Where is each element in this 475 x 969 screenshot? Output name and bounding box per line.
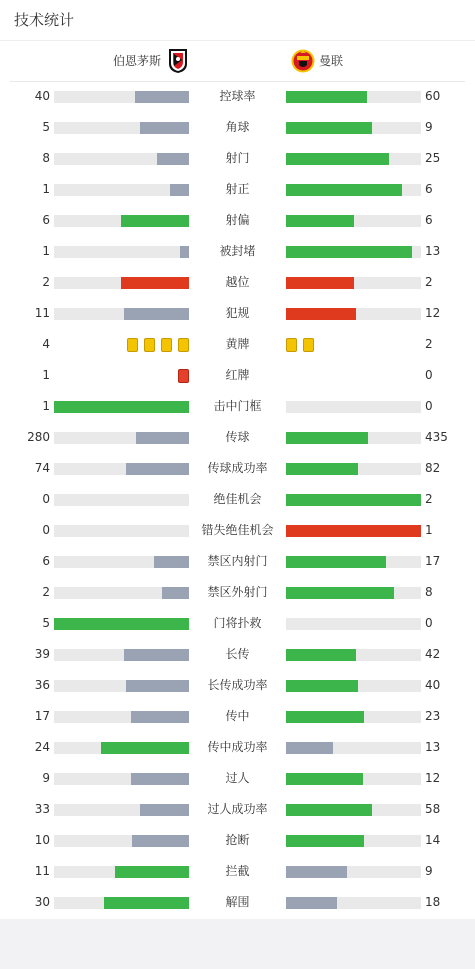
stat-label: 射门 [225, 151, 250, 165]
away-stat-bar [286, 711, 421, 723]
home-stat-value: 11 [34, 306, 50, 320]
home-stat-bar [54, 866, 189, 878]
away-stat-bar [286, 866, 421, 878]
away-stat-value: 435 [425, 430, 448, 444]
away-stat-value: 8 [425, 585, 433, 599]
home-stat-bar [54, 587, 189, 599]
stat-label: 拦截 [225, 864, 250, 878]
away-stat-value: 60 [425, 89, 441, 103]
home-stat-bar-fill [121, 215, 189, 227]
home-stat-bar-fill [132, 835, 189, 847]
page-title: 技术统计 [14, 11, 75, 29]
home-stat-bar-fill [126, 680, 189, 692]
home-stat-bar [54, 277, 189, 289]
home-stat-bar [54, 308, 189, 320]
stat-label: 传球成功率 [207, 461, 268, 475]
home-stat-bar [54, 680, 189, 692]
home-stat-value: 9 [42, 771, 50, 785]
home-stat-bar [54, 525, 189, 537]
stat-row [0, 577, 475, 608]
home-stat-bar-fill [126, 463, 189, 475]
away-stat-value: 2 [425, 492, 433, 506]
home-stat-value: 0 [42, 523, 50, 537]
home-stat-bar [54, 91, 189, 103]
home-stat-bar-fill [104, 897, 189, 909]
home-stat-value: 280 [27, 430, 50, 444]
away-stat-bar-fill [286, 184, 402, 196]
away-stat-bar [286, 804, 421, 816]
stat-label: 传中成功率 [207, 740, 268, 754]
stat-row [0, 422, 475, 453]
stat-row [0, 608, 475, 639]
manchester-united-crest-icon [291, 48, 315, 74]
home-stat-bar [54, 215, 189, 227]
home-stat-value: 10 [34, 833, 50, 847]
home-stat-value: 36 [34, 678, 50, 692]
away-stat-value: 12 [425, 306, 441, 320]
home-stat-bar-fill [135, 91, 189, 103]
home-stat-value: 2 [42, 275, 50, 289]
home-stat-bar [54, 711, 189, 723]
stat-label: 长传成功率 [207, 678, 268, 692]
home-stat-bar [54, 773, 189, 785]
yellow-card-icon [286, 338, 297, 352]
home-stat-value: 74 [34, 461, 50, 475]
stat-label: 过人成功率 [207, 802, 268, 816]
away-stat-bar [286, 680, 421, 692]
away-stat-bar-fill [286, 711, 364, 723]
yellow-card-icon [161, 338, 172, 352]
away-stat-bar [286, 432, 421, 444]
away-stat-bar [286, 153, 421, 165]
away-stat-value: 0 [425, 368, 433, 382]
home-stat-bar-fill [124, 649, 189, 661]
away-stat-bar [286, 91, 421, 103]
away-stat-bar [286, 649, 421, 661]
home-stat-value: 24 [34, 740, 50, 754]
home-stat-bar-fill [140, 122, 189, 134]
away-stat-bar-fill [286, 122, 372, 134]
home-cards [121, 338, 189, 352]
home-stat-bar [54, 463, 189, 475]
stat-label: 黄牌 [225, 337, 250, 351]
away-stat-value: 6 [425, 182, 433, 196]
stat-label: 解围 [225, 895, 250, 909]
away-stat-value: 40 [425, 678, 441, 692]
home-stat-bar-fill [115, 866, 189, 878]
away-stat-bar-fill [286, 897, 337, 909]
away-stat-bar [286, 525, 421, 537]
stat-label: 越位 [225, 275, 250, 289]
stat-row [0, 453, 475, 484]
stat-label: 被封堵 [219, 244, 256, 258]
away-stat-bar-fill [286, 804, 372, 816]
away-stat-bar [286, 184, 421, 196]
home-stat-bar [54, 804, 189, 816]
home-stat-value: 2 [42, 585, 50, 599]
home-stat-value: 40 [34, 89, 50, 103]
away-stat-bar [286, 742, 421, 754]
stat-row [0, 391, 475, 422]
home-cards [172, 369, 189, 383]
away-stat-bar-fill [286, 835, 364, 847]
stat-label: 犯规 [225, 306, 250, 320]
away-stat-bar-fill [286, 463, 358, 475]
stat-row [0, 484, 475, 515]
stat-row [0, 794, 475, 825]
home-stat-bar [54, 897, 189, 909]
stat-row [0, 329, 475, 360]
stat-label: 控球率 [219, 89, 256, 103]
away-stat-bar [286, 215, 421, 227]
home-stat-bar [54, 649, 189, 661]
home-stat-bar-fill [121, 277, 189, 289]
home-stat-bar-fill [54, 618, 189, 630]
stat-label: 角球 [225, 120, 250, 134]
away-stat-value: 1 [425, 523, 433, 537]
home-stat-bar-fill [140, 804, 189, 816]
yellow-card-icon [303, 338, 314, 352]
away-stat-bar [286, 122, 421, 134]
home-stat-value: 1 [42, 368, 50, 382]
home-stat-bar [54, 153, 189, 165]
home-stat-bar [54, 401, 189, 413]
home-stat-bar-fill [154, 556, 189, 568]
stat-row [0, 546, 475, 577]
stat-label: 错失绝佳机会 [201, 523, 274, 537]
away-cards [286, 338, 320, 352]
home-stat-bar-fill [136, 432, 189, 444]
away-stat-bar-fill [286, 215, 354, 227]
away-stat-value: 23 [425, 709, 441, 723]
stat-row [0, 360, 475, 391]
away-stat-bar [286, 835, 421, 847]
home-stat-value: 39 [34, 647, 50, 661]
stat-label: 抢断 [225, 833, 250, 847]
home-stat-bar-fill [131, 773, 189, 785]
home-stat-bar [54, 122, 189, 134]
stat-label: 传中 [225, 709, 250, 723]
home-stat-bar-fill [157, 153, 189, 165]
stat-row [0, 701, 475, 732]
away-stat-bar [286, 277, 421, 289]
home-stat-value: 30 [34, 895, 50, 909]
away-stat-bar-fill [286, 649, 356, 661]
away-stat-bar-fill [286, 494, 421, 506]
stat-row [0, 515, 475, 546]
away-stat-bar [286, 463, 421, 475]
home-stat-value: 17 [34, 709, 50, 723]
away-stat-value: 9 [425, 120, 433, 134]
stat-row [0, 856, 475, 887]
stat-label: 击中门框 [213, 399, 262, 413]
away-stat-bar-fill [286, 556, 386, 568]
stat-label: 传球 [225, 430, 250, 444]
away-stat-bar [286, 308, 421, 320]
home-stat-bar-fill [124, 308, 189, 320]
away-stat-bar-fill [286, 153, 389, 165]
away-team-name: 曼联 [319, 54, 344, 68]
away-stat-bar-fill [286, 773, 363, 785]
away-stat-value: 2 [425, 337, 433, 351]
title-divider [0, 40, 475, 41]
stat-row [0, 298, 475, 329]
away-stat-bar-fill [286, 587, 394, 599]
away-stat-value: 82 [425, 461, 441, 475]
stat-label: 禁区外射门 [207, 585, 268, 599]
stat-label: 过人 [225, 771, 250, 785]
away-stat-bar [286, 246, 421, 258]
away-stat-bar-fill [286, 432, 368, 444]
stat-label: 射偏 [225, 213, 250, 227]
away-stat-value: 9 [425, 864, 433, 878]
home-stat-value: 5 [42, 616, 50, 630]
stat-label: 长传 [225, 647, 250, 661]
home-stat-value: 5 [42, 120, 50, 134]
home-stat-value: 4 [42, 337, 50, 351]
away-stat-value: 0 [425, 399, 433, 413]
stat-label: 射正 [225, 182, 250, 196]
away-stat-bar [286, 401, 421, 413]
home-stat-bar-fill [101, 742, 189, 754]
away-stat-bar [286, 494, 421, 506]
home-stat-bar-fill [170, 184, 189, 196]
away-stat-bar [286, 556, 421, 568]
stat-row [0, 81, 475, 112]
home-stat-bar [54, 494, 189, 506]
red-card-icon [178, 369, 189, 383]
home-stat-bar [54, 556, 189, 568]
away-stat-value: 2 [425, 275, 433, 289]
away-stat-value: 25 [425, 151, 441, 165]
away-stat-bar [286, 897, 421, 909]
home-stat-bar-fill [131, 711, 189, 723]
yellow-card-icon [127, 338, 138, 352]
stat-label: 门将扑救 [213, 616, 262, 630]
away-stat-value: 13 [425, 740, 441, 754]
home-stat-value: 11 [34, 864, 50, 878]
stat-row [0, 112, 475, 143]
home-stat-value: 8 [42, 151, 50, 165]
home-stat-bar [54, 184, 189, 196]
away-stat-bar-fill [286, 742, 333, 754]
home-stat-value: 1 [42, 182, 50, 196]
away-stat-bar-fill [286, 525, 421, 537]
away-stat-bar-fill [286, 246, 412, 258]
home-stat-bar-fill [54, 401, 189, 413]
away-stat-bar-fill [286, 91, 367, 103]
home-stat-value: 6 [42, 213, 50, 227]
stat-row [0, 825, 475, 856]
away-stat-value: 58 [425, 802, 441, 816]
stat-row [0, 732, 475, 763]
home-team-name: 伯恩茅斯 [112, 54, 161, 68]
away-stat-value: 6 [425, 213, 433, 227]
stat-row [0, 763, 475, 794]
home-stat-value: 33 [34, 802, 50, 816]
stat-row [0, 174, 475, 205]
home-stat-value: 1 [42, 399, 50, 413]
home-stat-bar [54, 246, 189, 258]
away-stat-bar-fill [286, 866, 347, 878]
stat-label: 红牌 [225, 368, 250, 382]
stat-row [0, 639, 475, 670]
stat-row [0, 267, 475, 298]
away-stat-value: 13 [425, 244, 441, 258]
home-stat-bar-fill [180, 246, 189, 258]
away-stat-value: 18 [425, 895, 441, 909]
away-stat-bar [286, 618, 421, 630]
away-stat-value: 17 [425, 554, 441, 568]
away-stat-bar-fill [286, 277, 354, 289]
stat-label: 绝佳机会 [213, 492, 262, 506]
away-stat-bar [286, 587, 421, 599]
away-stat-value: 14 [425, 833, 441, 847]
home-stat-value: 6 [42, 554, 50, 568]
away-stat-bar [286, 773, 421, 785]
stat-row [0, 670, 475, 701]
yellow-card-icon [178, 338, 189, 352]
away-stat-bar-fill [286, 308, 356, 320]
away-stat-value: 12 [425, 771, 441, 785]
away-stat-value: 42 [425, 647, 441, 661]
stat-row [0, 236, 475, 267]
yellow-card-icon [144, 338, 155, 352]
home-stat-bar [54, 835, 189, 847]
home-stat-bar [54, 432, 189, 444]
home-stat-bar [54, 618, 189, 630]
home-stat-bar [54, 742, 189, 754]
home-stat-bar-fill [162, 587, 189, 599]
home-stat-value: 0 [42, 492, 50, 506]
stat-label: 禁区内射门 [207, 554, 268, 568]
stat-row [0, 143, 475, 174]
stat-row [0, 205, 475, 236]
afc-bournemouth-crest-icon [166, 48, 190, 74]
away-stat-bar-fill [286, 680, 358, 692]
stat-row [0, 887, 475, 918]
home-stat-value: 1 [42, 244, 50, 258]
away-stat-value: 0 [425, 616, 433, 630]
